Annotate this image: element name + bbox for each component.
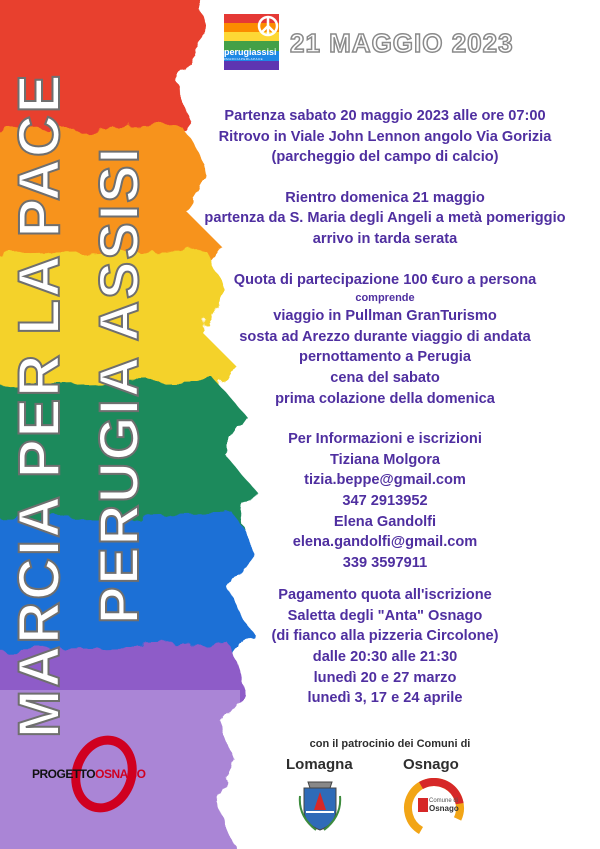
quota-item: cena del sabato [330, 369, 440, 386]
payment-line: lunedì 3, 17 e 24 aprile [307, 690, 463, 707]
return-departure-line: partenza da S. Maria degli Angeli a metà pomeriggio [204, 210, 566, 227]
contact2-email[interactable]: elena.gandolfi@gmail.com [292, 534, 478, 551]
info-title: Per Informazioni e iscrizioni [288, 431, 482, 448]
perugiassisi-logo [224, 14, 279, 70]
departure-block [175, 106, 595, 168]
comune-osnago-label: Osnago [403, 756, 459, 773]
meeting-line: Ritrovo in Viale John Lennon angolo Via Gorizia [218, 128, 552, 145]
osnago-logo-icon [396, 778, 472, 838]
vertical-title-perugia: PERUGIA ASSISI [87, 145, 150, 624]
contact1-email[interactable]: tizia.beppe@gmail.com [304, 472, 466, 489]
lomagna-crest-icon [298, 780, 342, 832]
payment-line: lunedì 20 e 27 marzo [313, 669, 457, 686]
patronage-text: con il patrocinio dei Comuni di [309, 738, 471, 750]
quota-item: pernottamento a Perugia [299, 349, 471, 366]
progetto-osnago-logo [32, 735, 182, 825]
event-date-title: 21 MAGGIO 2023 [290, 28, 514, 58]
quota-item: viaggio in Pullman GranTurismo [273, 308, 497, 325]
quota-title: Quota di partecipazione 100 €uro a persona [233, 271, 537, 288]
arrival-line: arrivo in tarda serata [312, 230, 458, 247]
logo-brand-text: perugiassisi #MARCIAPERLAPACE [224, 47, 277, 61]
logo-stripes [224, 14, 279, 70]
osnago-logo-name: Osnago [429, 804, 459, 813]
progetto-osnago-text: PROGETTOOSNAGO [32, 767, 146, 781]
return-block [175, 188, 595, 250]
quota-block [175, 270, 595, 410]
payment-line: Pagamento quota all'iscrizione [278, 587, 492, 604]
departure-line: Partenza sabato 20 maggio 2023 alle ore 07:00 [224, 108, 546, 124]
parking-line: (parcheggio del campo di calcio) [271, 149, 499, 166]
info-block [175, 429, 595, 573]
contact1-name: Tiziana Molgora [329, 451, 440, 468]
contact2-phone[interactable]: 339 3597911 [342, 554, 428, 571]
quota-includes-label: comprende [355, 292, 415, 305]
info-content [175, 106, 595, 709]
quota-item: sosta ad Arezzo durante viaggio di andata [239, 328, 531, 345]
payment-block [175, 585, 595, 709]
vertical-title-marcia: MARCIA PER LA PACE [7, 72, 72, 738]
return-line: Rientro domenica 21 maggio [285, 189, 485, 206]
quota-item: prima colazione della domenica [275, 390, 495, 407]
osnago-logo-caption: Comune di [429, 798, 459, 804]
payment-line: dalle 20:30 alle 21:30 [312, 649, 458, 666]
contact1-phone[interactable]: 347 2913952 [342, 492, 428, 509]
contact2-name: Elena Gandolfi [333, 513, 437, 530]
payment-line: Saletta degli "Anta" Osnago [287, 607, 483, 624]
payment-line: (di fianco alla pizzeria Circolone) [271, 628, 499, 645]
comune-lomagna-label: Lomagna [286, 756, 353, 773]
